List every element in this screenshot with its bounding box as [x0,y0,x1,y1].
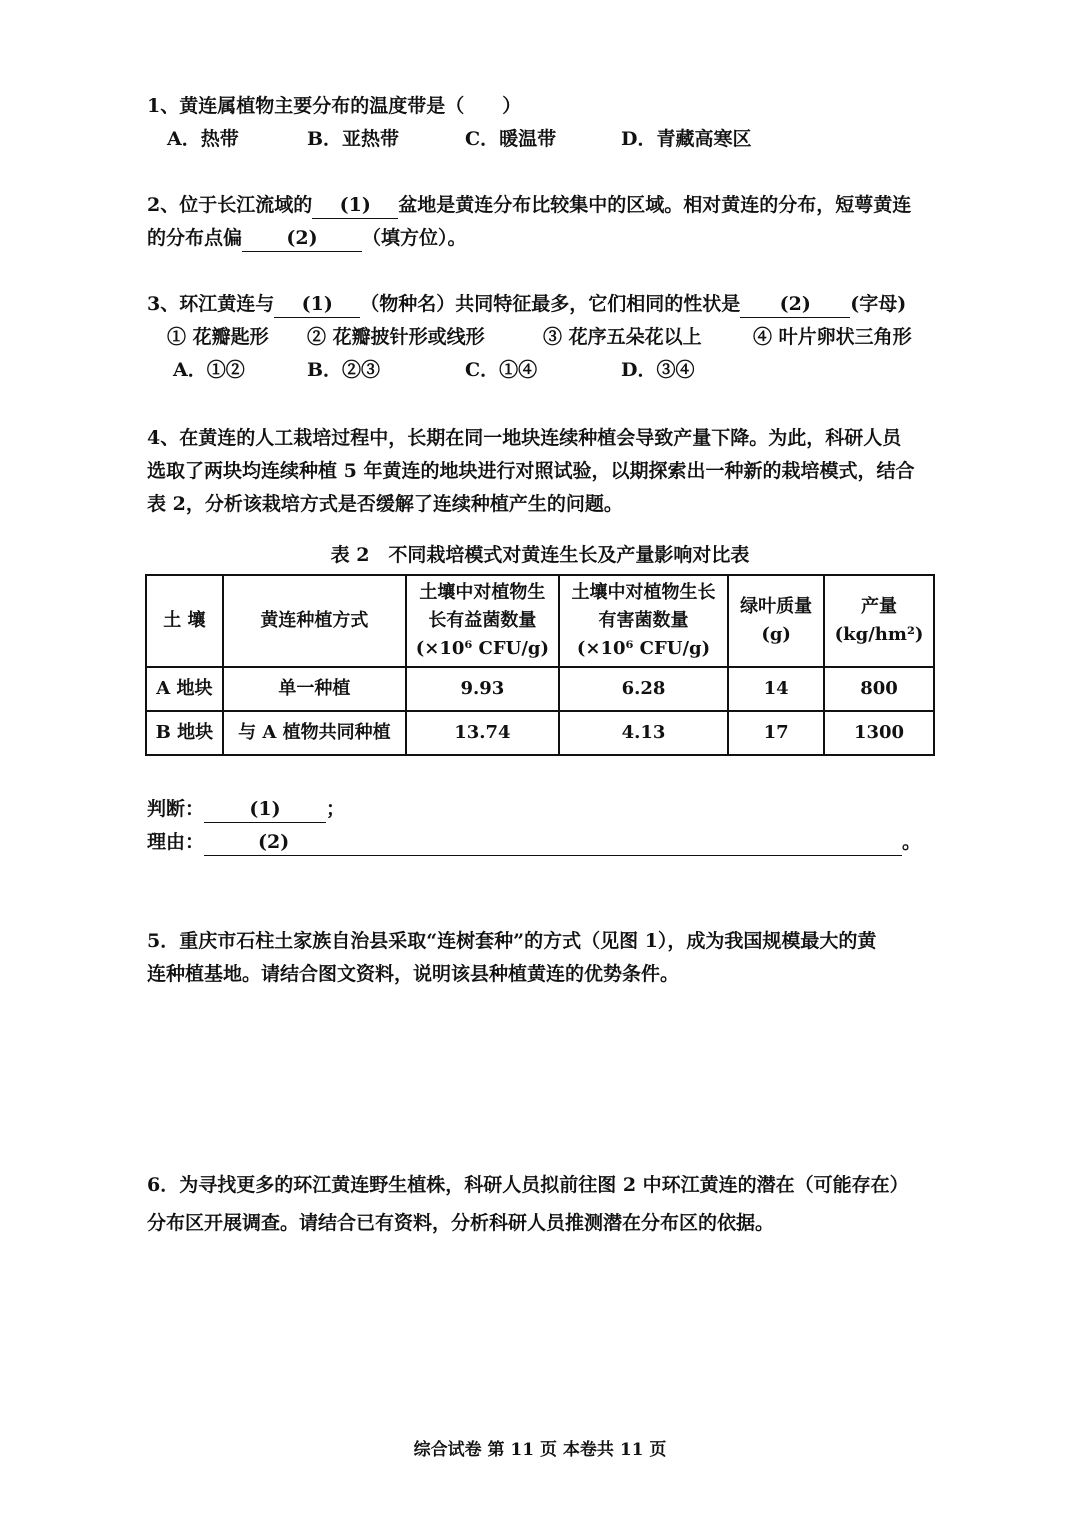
q2-text: 的分布点偏 [147,227,243,249]
q3-blank-2: (2) [740,291,850,318]
question-1-stem: 1、黄连属植物主要分布的温度带是（ ） [147,95,522,117]
q3-text: (字母) [850,293,907,315]
q3-trait-1: ① 花瓣匙形 [167,326,269,348]
q3-option-c: C．①④ [465,359,538,381]
q1-option-b: B．亚热带 [307,128,400,150]
header-beneficial: 土壤中对植物生 长有益菌数量 (×10⁶ CFU/g) [406,575,559,667]
header-yield: 产量 (kg/hm²) [824,575,934,667]
question-6 [147,1166,937,1242]
q3-text: （物种名）共同特征最多，它们相同的性状是 [360,293,741,315]
cell: 800 [824,667,934,711]
reason-blank[interactable]: (2) [204,829,902,856]
q6-line: 分布区开展调查。请结合已有资料，分析科研人员推测潜在分布区的依据。 [147,1212,775,1234]
answer-area [147,793,937,859]
question-4 [147,422,937,521]
header-harmful: 土壤中对植物生长 有害菌数量 (×10⁶ CFU/g) [559,575,729,667]
q5-line: 连种植基地。请结合图文资料，说明该县种植黄连的优势条件。 [147,963,680,985]
header-method: 黄连种植方式 [223,575,406,667]
cell: 14 [728,667,824,711]
q2-blank-2: (2) [242,225,362,252]
q1-option-d: D．青藏高寒区 [621,128,752,150]
judge-blank[interactable]: (1) [204,796,326,823]
page-footer: 综合试卷 第 11 页 本卷共 11 页 [413,1440,667,1460]
cell: B 地块 [146,711,223,755]
question-5 [147,925,937,991]
q4-line: 4、在黄连的人工栽培过程中，长期在同一地块连续种植会导致产量下降。为此，科研人员 [147,427,902,449]
cell: A 地块 [146,667,223,711]
judge-label: 判断： [147,798,205,820]
q5-line: 5．重庆市石柱土家族自治县采取“连树套种”的方式（见图 1），成为我国规模最大的黄 [147,930,877,952]
table-caption: 表 2 不同栽培模式对黄连生长及产量影响对比表 [330,544,750,566]
q1-option-a: A．热带 [167,128,239,150]
cell: 与 A 植物共同种植 [223,711,406,755]
q3-trait-2: ② 花瓣披针形或线形 [307,326,485,348]
q1-option-c: C．暖温带 [465,128,557,150]
judge-end: ； [326,798,346,820]
cell: 1300 [824,711,934,755]
table-row [146,711,934,755]
q3-trait-4: ④ 叶片卵状三角形 [753,326,912,348]
reason-end: 。 [902,831,922,853]
q3-option-b: B．②③ [307,359,381,381]
reason-label: 理由： [147,831,205,853]
question-1 [147,90,937,156]
question-3 [147,288,937,387]
header-soil: 土 壤 [146,575,223,667]
cell: 单一种植 [223,667,406,711]
question-2 [147,189,937,255]
q3-text: 3、环江黄连与 [147,293,275,315]
cell: 6.28 [559,667,729,711]
q2-text: 盆地是黄连分布比较集中的区域。相对黄连的分布，短萼黄连 [398,194,912,216]
cell: 4.13 [559,711,729,755]
q3-option-d: D．③④ [621,359,695,381]
q6-line: 6．为寻找更多的环江黄连野生植株，科研人员拟前往图 2 中环江黄连的潜在（可能存在） [147,1174,909,1196]
q4-line: 表 2，分析该栽培方式是否缓解了连续种植产生的问题。 [147,493,623,515]
q3-trait-3: ③ 花序五朵花以上 [543,326,702,348]
q2-text: 2、位于长江流域的 [147,194,313,216]
table-header-row [146,575,934,667]
q2-text: （填方位）。 [362,227,467,249]
cell: 17 [728,711,824,755]
cell: 9.93 [406,667,559,711]
q4-line: 选取了两块均连续种植 5 年黄连的地块进行对照试验，以期探索出一种新的栽培模式，结合 [147,460,915,482]
data-table [145,574,935,756]
table-row [146,667,934,711]
header-leaf-mass: 绿叶质量 (g) [728,575,824,667]
q3-blank-1: (1) [274,291,360,318]
q3-option-a: A．①② [173,359,245,381]
cell: 13.74 [406,711,559,755]
q2-blank-1: (1) [312,192,398,219]
